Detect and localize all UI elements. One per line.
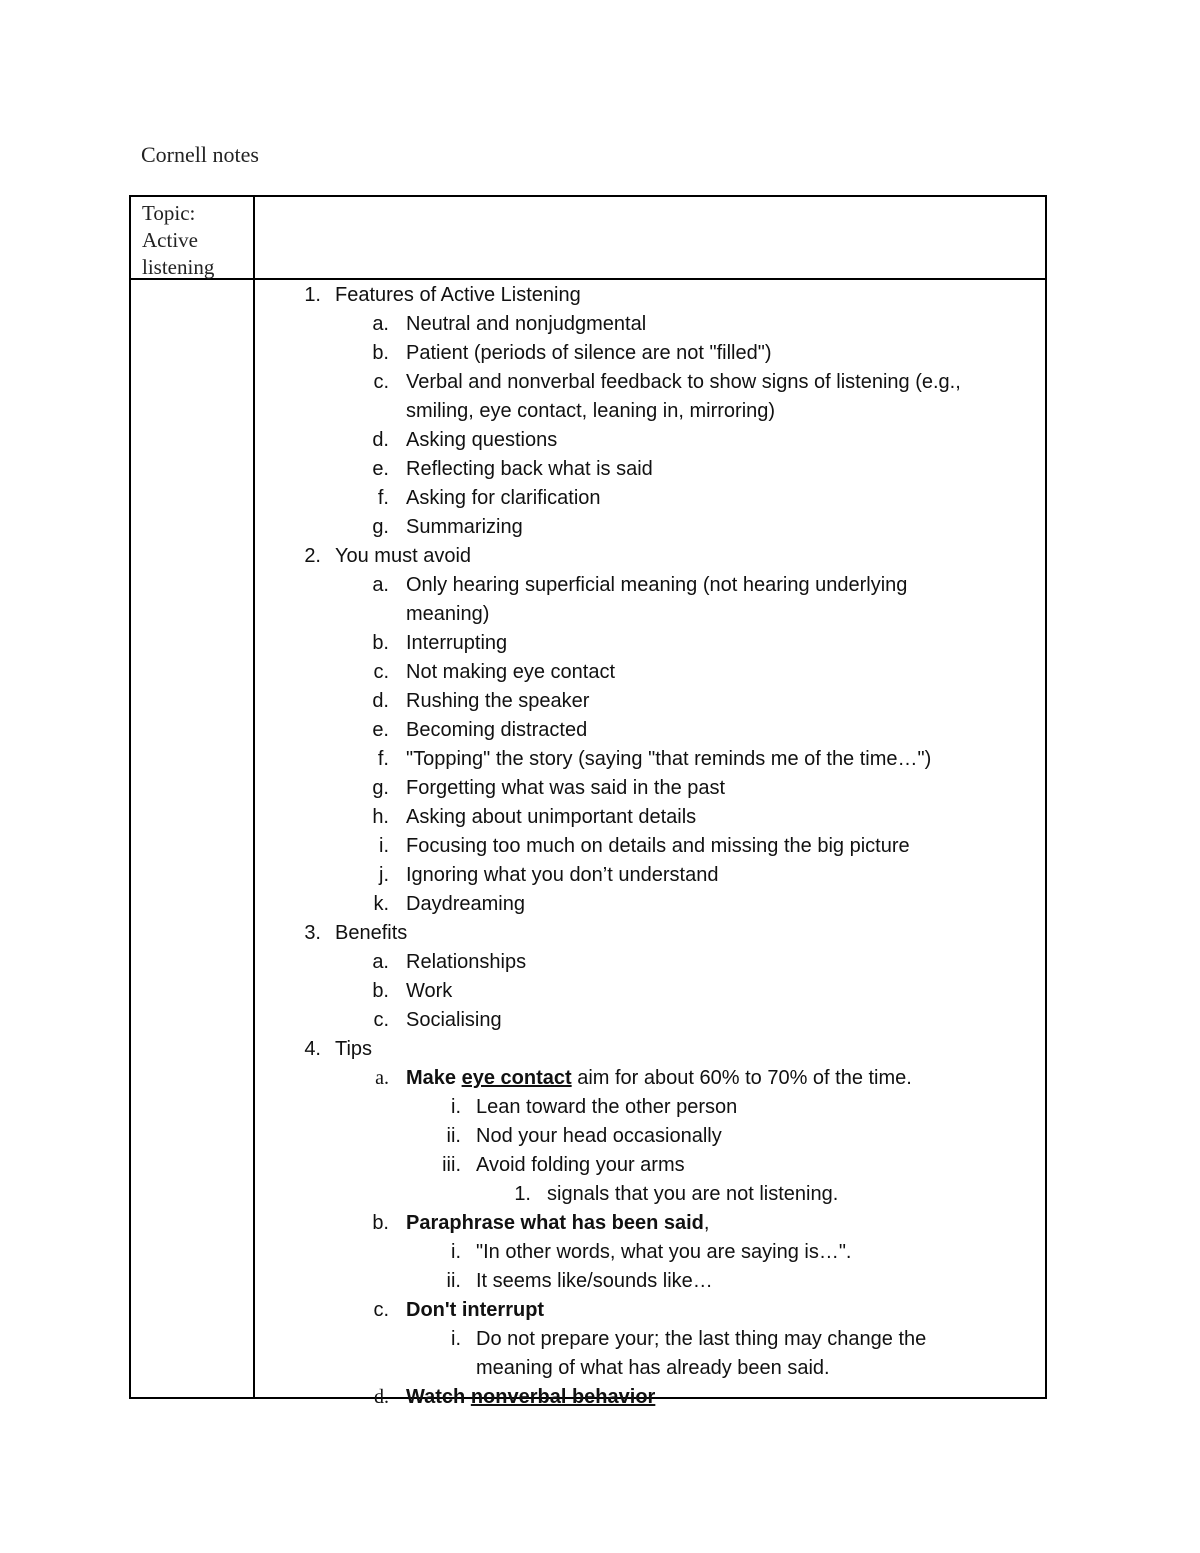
list-item: i. Focusing too much on details and missing the big picture <box>379 835 910 857</box>
cornell-notes-table <box>129 195 1047 1408</box>
tip-item: c. Don't interrupt <box>373 1299 545 1321</box>
tip-item: d. Watch nonverbal behavior <box>374 1386 656 1408</box>
list-item-continuation: meaning) <box>406 603 490 625</box>
list-item: e. Becoming distracted <box>372 719 588 741</box>
list-item: a. Only hearing superficial meaning (not hearing underlying <box>372 574 908 596</box>
section-heading: 3. Benefits <box>304 922 408 944</box>
document-title: Cornell notes <box>141 142 259 167</box>
list-item: g. Summarizing <box>372 516 523 538</box>
list-item: h. Asking about unimportant details <box>372 806 697 828</box>
list-item: d. Rushing the speaker <box>372 690 590 712</box>
list-item: g. Forgetting what was said in the past <box>372 777 726 799</box>
tip-subitem-continuation: meaning of what has already been said. <box>476 1357 830 1379</box>
topic-value-line1: Active <box>142 228 198 252</box>
list-item-continuation: smiling, eye contact, leaning in, mirroring) <box>406 400 776 422</box>
tip-subitem: i. "In other words, what you are saying is…". <box>451 1241 852 1263</box>
list-item: e. Reflecting back what is said <box>372 458 653 480</box>
list-item: c. Socialising <box>373 1009 502 1031</box>
tip-subitem: i. Do not prepare your; the last thing may change the <box>451 1328 927 1350</box>
tip-subitem: ii. Nod your head occasionally <box>446 1125 722 1147</box>
topic-value-line2: listening <box>142 255 215 279</box>
list-item: d. Asking questions <box>372 429 558 451</box>
list-item: f. Asking for clarification <box>377 487 601 509</box>
tip-subsubitem: 1. signals that you are not listening. <box>514 1183 839 1205</box>
tip-subitem: i. Lean toward the other person <box>451 1096 738 1118</box>
list-item: b. Interrupting <box>372 632 508 654</box>
topic-cell <box>142 200 247 281</box>
tip-item: a. Make eye contact aim for about 60% to 70% of the time. <box>375 1067 912 1089</box>
list-item: a. Neutral and nonjudgmental <box>372 313 647 335</box>
list-item: c. Verbal and nonverbal feedback to show signs of listening (e.g., <box>373 371 961 393</box>
section-heading: 1. Features of Active Listening <box>304 284 581 306</box>
topic-label: Topic: <box>142 201 196 225</box>
list-item: b. Patient (periods of silence are not "filled") <box>372 342 772 364</box>
list-item: b. Work <box>372 980 453 1002</box>
tip-subitem: iii. Avoid folding your arms <box>442 1154 685 1176</box>
notes-column <box>131 281 1045 1412</box>
section-heading: 2. You must avoid <box>304 545 472 567</box>
list-item: k. Daydreaming <box>373 893 525 915</box>
list-item: c. Not making eye contact <box>373 661 615 683</box>
list-item: a. Relationships <box>372 951 527 973</box>
list-item: f. "Topping" the story (saying "that reminds me of the time…") <box>377 748 932 770</box>
header-row-divider <box>131 278 1045 280</box>
list-item: j. Ignoring what you don’t understand <box>379 864 719 886</box>
section-heading: 4. Tips <box>304 1038 373 1060</box>
tip-subitem: ii. It seems like/sounds like… <box>446 1270 713 1292</box>
tip-item: b. Paraphrase what has been said, <box>372 1212 710 1234</box>
